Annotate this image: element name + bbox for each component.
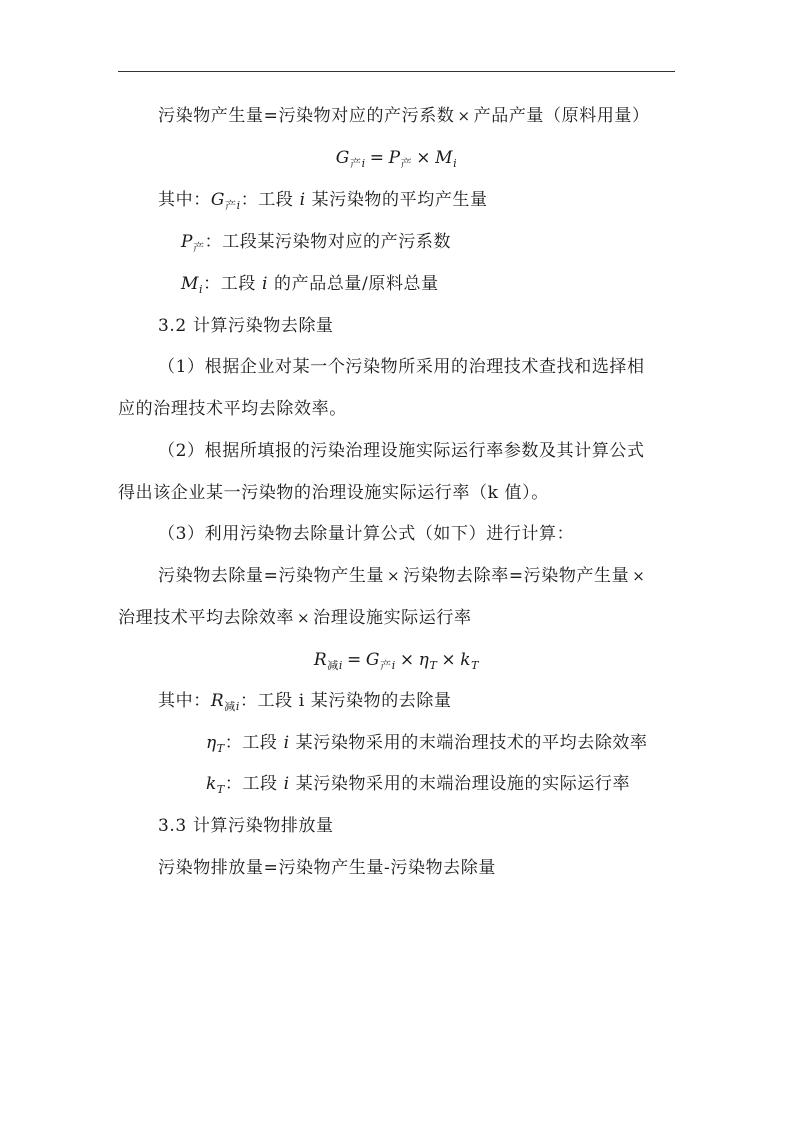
eq-var: M (435, 148, 454, 168)
removal-formula-line-2 (118, 606, 472, 630)
var-desc: ：工段 (240, 190, 294, 210)
paragraph-1-line-2: 应的治理技术平均去除效率。 (118, 399, 347, 419)
times-sign: × (387, 567, 401, 585)
eq-sub: i (338, 659, 344, 672)
var-sub: T (216, 783, 225, 796)
eq-var: P (388, 148, 401, 168)
eq-var: G (365, 650, 381, 670)
formula-text-part: 产品产量（原料用量） (473, 106, 650, 126)
eq-sub: i (453, 157, 458, 170)
var-sub: i (236, 199, 241, 212)
var-sub: i (199, 283, 204, 296)
header-rule (118, 71, 675, 72)
eq-var: k (460, 650, 472, 670)
var-desc: 某污染物采用的末端治理技术的平均去除效率 (295, 733, 648, 753)
section-heading-3-3: 3.3 计算污染物排放量 (158, 816, 334, 836)
var-desc: ：工段 (224, 774, 278, 794)
times-sign: × (632, 567, 646, 585)
production-formula-text (158, 104, 650, 128)
eq-op: = (347, 650, 362, 670)
eq-sub: T (429, 659, 438, 672)
where-g (158, 188, 488, 218)
var-desc: ：工段 (203, 274, 256, 294)
paragraph-2-line-2: 得出该企业某一污染物的治理设施实际运行率（k 值）。 (118, 483, 549, 503)
eq-sub: i (361, 157, 366, 170)
var-desc: 的产品总量/原料总量 (274, 274, 439, 294)
var-desc: 某污染物的平均产生量 (311, 190, 488, 210)
eq-sub: 产 (400, 157, 413, 170)
paragraph-3: （3）利用污染物去除量计算公式（如下）进行计算： (158, 524, 575, 544)
eq-op: × (416, 148, 432, 168)
var-sub: 产 (193, 241, 205, 254)
equation-removal (0, 648, 793, 678)
var-label: P (181, 232, 194, 252)
emission-formula: 污染物排放量=污染物产生量-污染物去除量 (158, 858, 496, 878)
section-heading-3-2: 3.2 计算污染物去除量 (158, 316, 334, 336)
formula-text-part: 治理技术平均去除效率 (118, 608, 294, 628)
var-label: M (181, 274, 200, 294)
eq-sub: 产 (380, 659, 392, 672)
eq-sub: T (471, 659, 480, 672)
var-label: R (210, 691, 225, 711)
equation-production (0, 146, 793, 176)
eq-sub: 减 (327, 659, 339, 672)
var-label: η (206, 733, 217, 753)
paragraph-2-line-1: （2）根据所填报的污染治理设施实际运行率参数及其计算公式 (158, 441, 645, 461)
formula-text-part: 污染物去除率=污染物产生量 (403, 566, 630, 586)
eq-var: η (418, 650, 430, 670)
var-desc: i (299, 190, 306, 210)
eq-var: R (313, 650, 328, 670)
var-desc: ：工段 i 某污染物的去除量 (239, 691, 452, 711)
where-p (181, 230, 451, 260)
var-sub: T (216, 742, 225, 755)
where-eta (206, 731, 648, 761)
var-desc: i (261, 274, 269, 294)
var-desc: ：工段某污染物对应的产污系数 (204, 232, 452, 252)
where-r (158, 689, 452, 719)
times-sign: × (297, 609, 311, 627)
removal-formula-line-1 (158, 564, 648, 588)
eq-var: G (335, 148, 350, 168)
eq-op: = (369, 148, 385, 168)
var-sub: i (235, 700, 240, 713)
where-m (181, 272, 439, 302)
var-desc: 某污染物采用的末端治理设施的实际运行率 (295, 774, 631, 794)
formula-text-part: 污染物去除量=污染物产生量 (158, 566, 385, 586)
var-sub: 减 (224, 700, 236, 713)
var-sub: 产 (225, 199, 237, 212)
times-sign: × (457, 107, 471, 125)
where-k (206, 772, 630, 802)
var-desc: i (283, 733, 290, 753)
var-label: k (206, 774, 217, 794)
where-prefix: 其中： (158, 190, 211, 210)
var-desc: i (283, 774, 290, 794)
var-desc: ：工段 (224, 733, 278, 753)
formula-text-part: 污染物产生量=污染物对应的产污系数 (158, 106, 455, 126)
formula-text-part: 治理设施实际运行率 (313, 608, 472, 628)
where-prefix: 其中： (158, 691, 211, 711)
eq-op: × (441, 650, 457, 670)
eq-sub: i (391, 659, 396, 672)
eq-op: × (399, 650, 415, 670)
var-label: G (210, 190, 225, 210)
paragraph-1-line-1: （1）根据企业对某一个污染物所采用的治理技术查找和选择相 (158, 357, 645, 377)
eq-sub: 产 (349, 157, 362, 170)
